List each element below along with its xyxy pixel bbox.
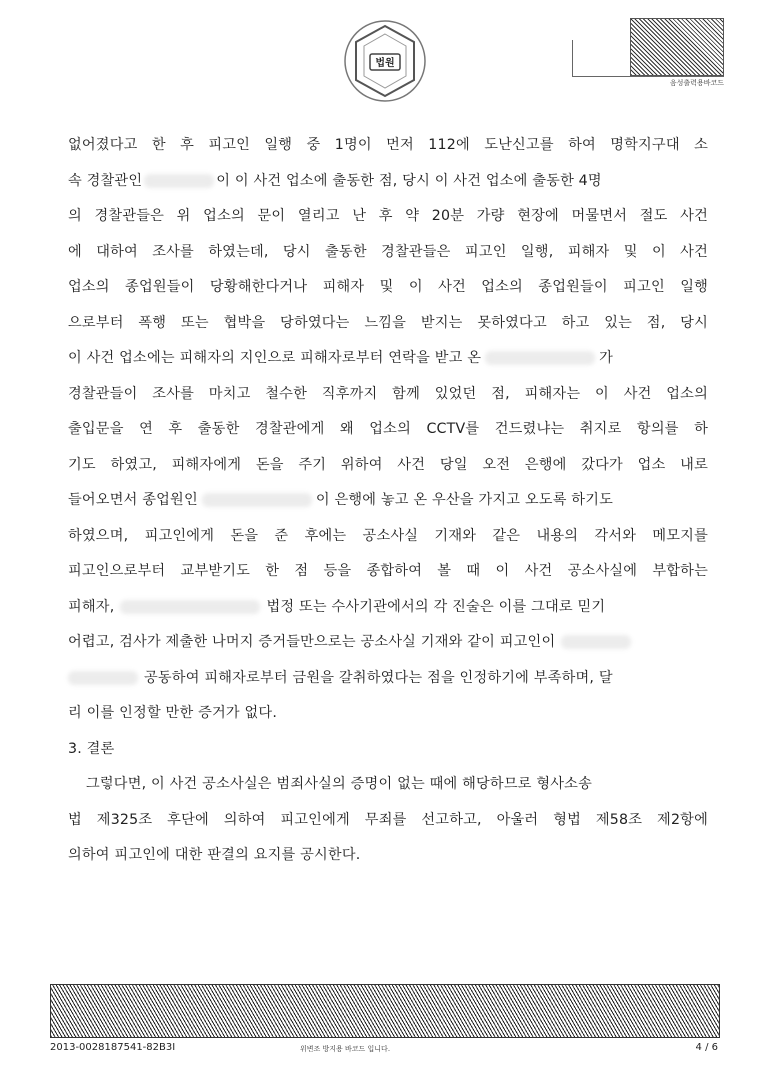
conclusion-line: 의하여 피고인에 대한 판결의 요지를 공시한다. (68, 847, 361, 863)
court-emblem-icon (342, 18, 428, 104)
body-line (68, 483, 708, 519)
body-line: 으로부터 폭행 또는 협박을 당하였다는 느낌을 받지는 못하였다고 하고 있는 점, 당시 (68, 314, 708, 331)
body-line: 피고인으로부터 교부받기도 한 점 등을 종합하여 볼 때 이 사건 공소사실에 부합하는 (68, 563, 708, 579)
body-line (68, 625, 708, 661)
barcode-frame-left (572, 40, 573, 76)
body-line: 의 경찰관들은 위 업소의 문이 열리고 난 후 약 20분 가량 현장에 머물면서 절도 사건 (68, 208, 708, 224)
body-line-segment: 이 은행에 놓고 온 우산을 가지고 오도록 하기도 (315, 492, 614, 508)
barcode-frame-bottom (572, 76, 724, 77)
body-line: 기도 하였고, 피해자에게 돈을 주기 위하여 사건 당일 오전 은행에 갔다가 업소 내로 (68, 456, 708, 473)
page-number: 4 / 6 (695, 1042, 718, 1053)
body-line (68, 590, 708, 626)
redaction-mark (144, 174, 214, 188)
body-line (68, 661, 708, 697)
body-line-segment: 공동하여 피해자로부터 금원을 갈취하였다는 점을 인정하기에 부족하며, 달 (144, 669, 613, 686)
body-line (68, 341, 708, 377)
document-id: 2013-0028187541-82B3I (50, 1042, 176, 1053)
emblem-text: 법원 (375, 58, 395, 69)
body-line: 하였으며, 피고인에게 돈을 준 후에는 공소사실 기재와 같은 내용의 각서와 메모지를 (68, 527, 708, 544)
barcode-notice: 위변조 방지용 바코드 입니다. (300, 1045, 391, 1053)
body-line: 리 이를 인정할 만한 증거가 없다. (68, 705, 278, 721)
body-line-segment: 속 경찰관인 (68, 172, 143, 189)
body-line (68, 164, 708, 200)
section-heading: 3. 결론 (68, 740, 115, 757)
body-line: 에 대하여 조사를 하였는데, 당시 출동한 경찰관들은 피고인 일행, 피해자 및 이 사건 (68, 243, 708, 260)
body-line-segment: 법정 또는 수사기관에서의 각 진술은 이를 그대로 믿기 (266, 598, 606, 615)
body-line-segment: 들어오면서 종업원인 (68, 492, 198, 508)
audio-barcode-label: 음성출력용바코드 (669, 79, 724, 87)
conclusion-line: 그렇다면, 이 사건 공소사실은 범죄사실의 증명이 없는 때에 해당하므로 형사소송 (86, 776, 592, 792)
body-line-segment: 어렵고, 검사가 제출한 나머지 증거들만으로는 공소사실 기재와 같이 피고인이 (68, 634, 556, 650)
redaction-mark (561, 635, 631, 649)
body-line-segment: 피해자, (68, 598, 115, 615)
anti-forgery-barcode-icon (50, 984, 720, 1038)
redaction-mark (485, 351, 595, 365)
redaction-mark (120, 600, 260, 614)
audio-barcode-icon (630, 18, 724, 76)
body-line-segment: 이 이 사건 업소에 출동한 점, 당시 이 사건 업소에 출동한 4명 (216, 172, 602, 189)
redaction-mark (68, 671, 138, 685)
judgment-body (68, 128, 708, 874)
body-line-segment: 이 사건 업소에는 피해자의 지인으로 피해자로부터 연락을 받고 온 (68, 350, 482, 366)
body-line: 없어졌다고 한 후 피고인 일행 중 1명이 먼저 112에 도난신고를 하여 명학지구대 소 (68, 137, 708, 153)
body-line: 업소의 종업원들이 당황해한다거나 피해자 및 이 사건 업소의 종업원들이 피고인 일행 (68, 279, 708, 295)
body-line: 경찰관들이 조사를 마치고 철수한 직후까지 함께 있었던 점, 피해자는 이 사건 업소의 (68, 385, 708, 402)
body-line: 출입문을 연 후 출동한 경찰관에게 왜 업소의 CCTV를 건드렸냐는 취지로 항의를 하 (68, 421, 708, 437)
redaction-mark (202, 493, 312, 507)
body-line-segment: 가 (599, 350, 614, 366)
conclusion-line: 법 제325조 후단에 의하여 피고인에게 무죄를 선고하고, 아울러 형법 제58조 제2항에 (68, 811, 708, 828)
